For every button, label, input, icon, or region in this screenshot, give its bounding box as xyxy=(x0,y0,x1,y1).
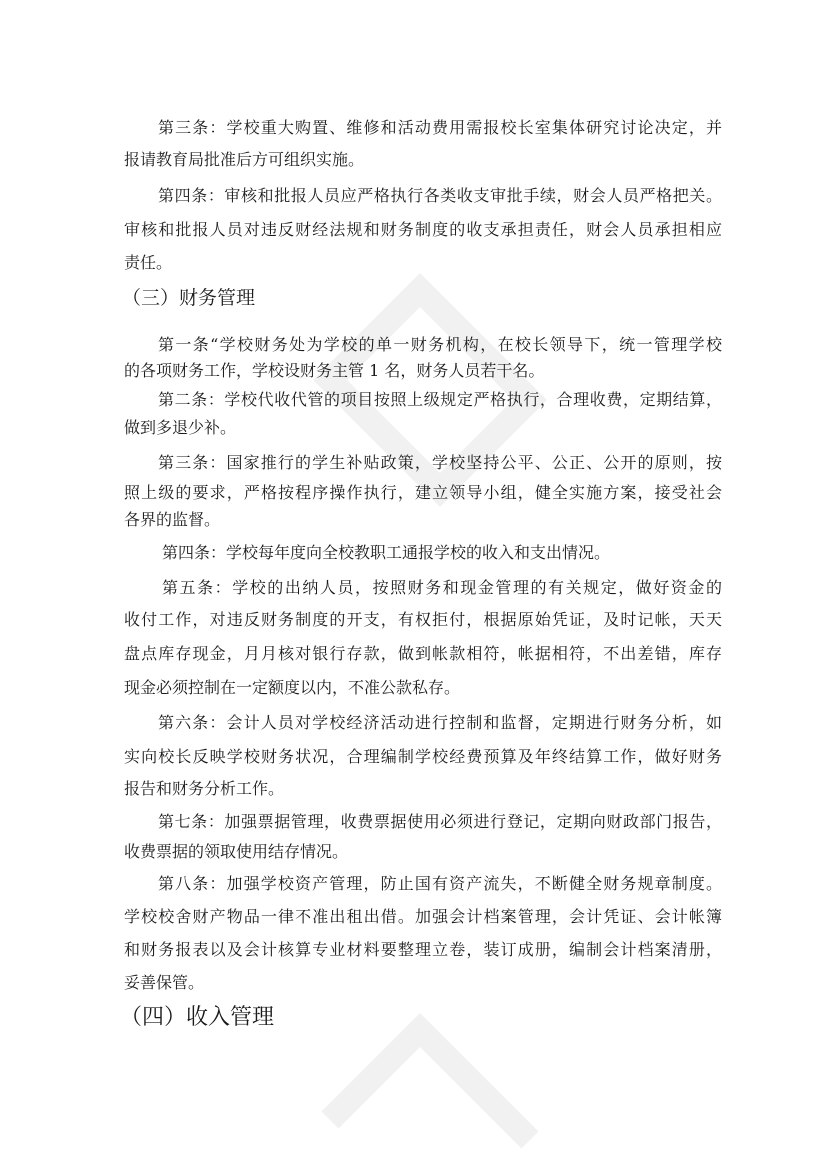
text-line: 做到多退少补。 xyxy=(124,418,237,437)
text-line: 第八条：加强学校资产管理，防止国有资产流失，不断健全财务规章制度。 xyxy=(158,874,722,893)
text-line: 妥善保管。 xyxy=(124,973,205,992)
text-line: 和财务报表以及会计核算专业材料要整理立卷，装订成册，编制会计档案清册， xyxy=(124,940,722,959)
text-line: 第一条“学校财务处为学校的单一财务机构，在校长领导下，统一管理学校 xyxy=(158,335,722,354)
text-line: 盘点库存现金，月月核对银行存款，做到帐款相符，帐据相符，不出差错，库存 xyxy=(124,644,722,663)
text-line: 收付工作，对违反财务制度的开支，有权拒付，根据原始凭证，及时记帐，天天 xyxy=(124,610,722,629)
text-line: 责任。 xyxy=(124,253,173,272)
text-line: 各界的监督。 xyxy=(124,510,221,529)
section-heading-finance: （三）财务管理 xyxy=(122,287,256,309)
text-line: 收费票据的领取使用结存情况。 xyxy=(124,842,349,861)
section-heading-income: （四）收入管理 xyxy=(120,1005,275,1030)
text-line: 第三条：学校重大购置、维修和活动费用需报校长室集体研究讨论决定，并 xyxy=(158,118,722,137)
text-line: 第六条：会计人员对学校经济活动进行控制和监督，定期进行财务分析，如 xyxy=(158,713,722,732)
text-line: 第二条：学校代收代管的项目按照上级规定严格执行，合理收费，定期结算， xyxy=(158,390,722,409)
text-line: 实向校长反映学校财务状况，合理编制学校经费预算及年终结算工作，做好财务 xyxy=(124,747,722,766)
text-line: 第三条：国家推行的学生补贴政策，学校坚持公平、公正、公开的原则，按 xyxy=(158,453,722,472)
text-line: 的各项财务工作，学校设财务主管 1 名，财务人员若干名。 xyxy=(124,361,545,380)
text-line: 第五条：学校的出纳人员，按照财务和现金管理的有关规定，做好资金的 xyxy=(162,578,722,597)
text-line: 第四条：学校每年度向全校教职工通报学校的收入和支出情况。 xyxy=(162,543,611,562)
text-line: 审核和批报人员对违反财经法规和财务制度的收支承担责任，财会人员承担相应 xyxy=(124,220,722,239)
text-line: 报告和财务分析工作。 xyxy=(124,779,285,798)
text-line: 学校校舍财产物品一律不准出租出借。加强会计档案管理，会计凭证、会计帐簿 xyxy=(124,907,722,926)
text-line: 报请教育局批准后方可组织实施。 xyxy=(124,150,365,169)
text-line: 第七条：加强票据管理，收费票据使用必须进行登记，定期向财政部门报告， xyxy=(158,812,722,831)
text-line: 现金必须控制在一定额度以内，不准公款私存。 xyxy=(124,678,461,697)
text-line: 照上级的要求，严格按程序操作执行，建立领导小组，健全实施方案，接受社会 xyxy=(124,483,722,502)
text-line: 第四条：审核和批报人员应严格执行各类收支审批手续，财会人员严格把关。 xyxy=(158,186,722,205)
